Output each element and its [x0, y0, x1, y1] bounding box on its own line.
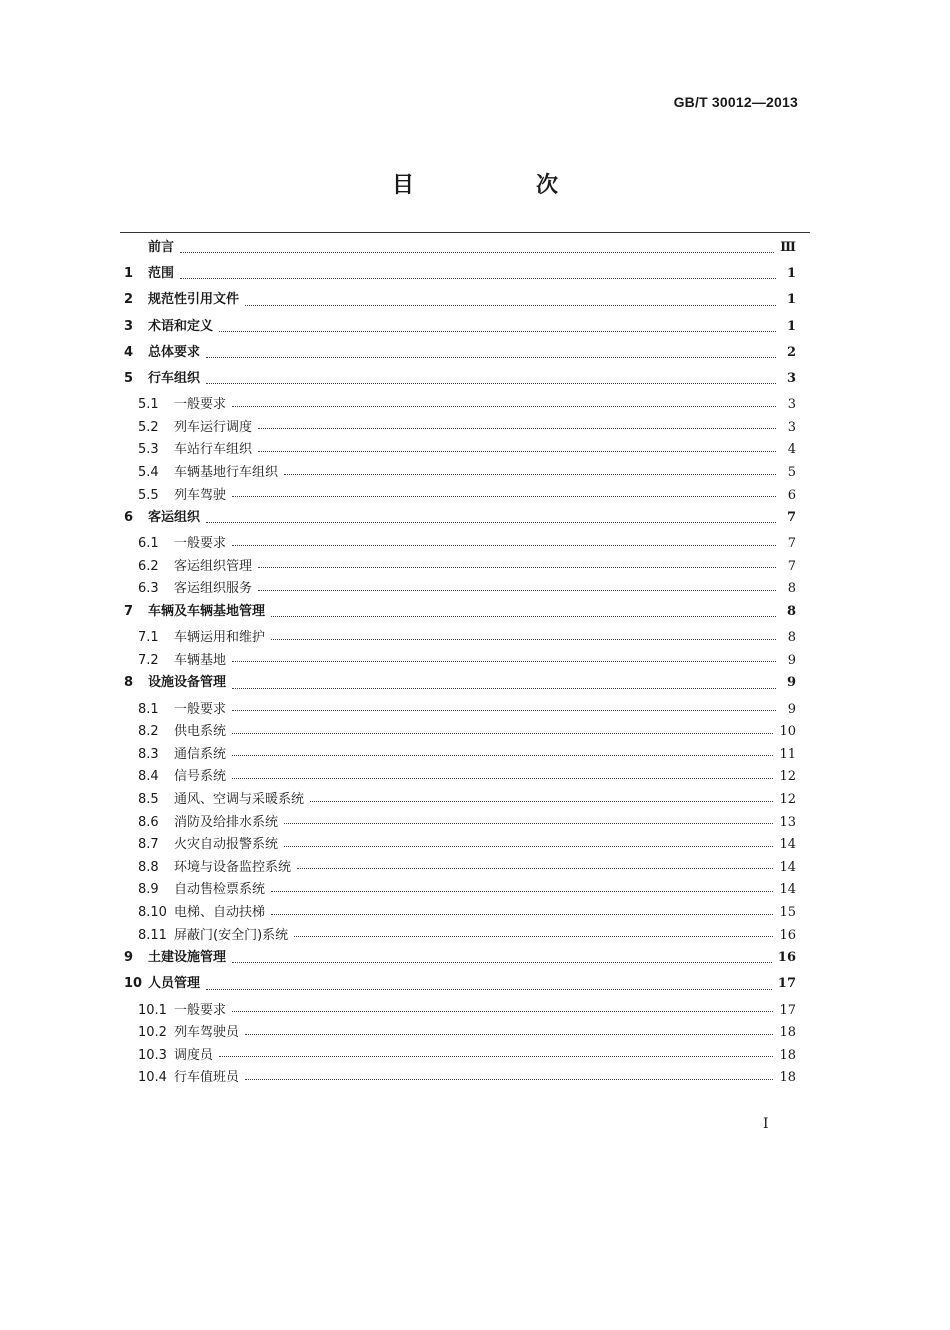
- toc-entry-page: 7: [787, 536, 796, 552]
- toc-dot-leader: [232, 777, 773, 779]
- toc-entry-number: 6.1: [138, 536, 159, 552]
- toc-entry-title: 一般要求: [174, 536, 227, 552]
- toc-entry-number: 6: [124, 510, 134, 526]
- toc-entry-title: 土建设施管理: [148, 950, 227, 966]
- toc-dot-leader: [258, 566, 776, 568]
- toc-entry[interactable]: [124, 972, 796, 998]
- toc-entry-number: 8.11: [138, 927, 167, 943]
- toc-dot-leader: [271, 890, 773, 892]
- toc-entry-number: 8.3: [138, 746, 159, 762]
- toc-dot-leader: [245, 304, 776, 306]
- toc-entry[interactable]: [124, 901, 796, 924]
- toc-entry-title: 总体要求: [148, 344, 201, 360]
- toc-dot-leader: [232, 687, 776, 689]
- toc-entry-title: 术语和定义: [148, 318, 214, 334]
- toc-entry[interactable]: [124, 649, 796, 672]
- toc-dot-leader: [271, 615, 776, 617]
- toc-entry-page: 17: [779, 1002, 796, 1018]
- toc-entry-number: 8.4: [138, 769, 159, 785]
- toc-entry-title: 前言: [148, 240, 175, 255]
- toc-dot-leader: [271, 638, 776, 640]
- toc-entry-page: 14: [779, 837, 796, 853]
- toc-entry-title: 客运组织: [148, 510, 201, 526]
- toc-entry[interactable]: [124, 1044, 796, 1067]
- toc-entry[interactable]: [124, 698, 796, 721]
- toc-dot-leader: [258, 589, 776, 591]
- toc-entry-number: 10.4: [138, 1070, 167, 1086]
- toc-dot-leader: [206, 382, 776, 384]
- toc-entry-number: 4: [124, 344, 134, 360]
- toc-entry-page: 14: [779, 859, 796, 875]
- toc-entry-page: 1: [786, 318, 796, 334]
- toc-entry-number: 10.2: [138, 1025, 167, 1041]
- toc-entry-title: 一般要求: [174, 1002, 227, 1018]
- toc-dot-leader: [232, 754, 773, 756]
- toc-entry[interactable]: [124, 484, 796, 507]
- toc-entry-title: 屏蔽门(安全门)系统: [174, 927, 289, 943]
- toc-dot-leader: [232, 495, 776, 497]
- toc-entry-number: 5.3: [138, 442, 159, 458]
- toc-entry[interactable]: [124, 720, 796, 743]
- toc-entry-page: 17: [777, 976, 796, 992]
- toc-entry-page: 8: [787, 581, 796, 597]
- toc-entry-number: 5.4: [138, 464, 159, 480]
- toc-entry-number: 9: [124, 950, 134, 966]
- toc-entry-title: 规范性引用文件: [148, 292, 240, 308]
- toc-entry[interactable]: [124, 765, 796, 788]
- toc-entry-title: 通信系统: [174, 746, 227, 762]
- toc-entry[interactable]: [124, 393, 796, 416]
- toc-entry-title: 一般要求: [174, 397, 227, 413]
- toc-entry-number: 8.1: [138, 701, 159, 717]
- toc-entry[interactable]: [124, 461, 796, 484]
- standard-code: GB/T 30012—2013: [673, 94, 798, 110]
- toc-entry[interactable]: [124, 1021, 796, 1044]
- toc-entry-title: 列车驾驶: [174, 487, 227, 503]
- toc-entry-page: 16: [779, 927, 796, 943]
- toc-entry-title: 信号系统: [174, 769, 227, 785]
- toc-entry[interactable]: [124, 878, 796, 901]
- toc-entry-title: 通风、空调与采暖系统: [174, 792, 305, 807]
- toc-dot-leader: [232, 961, 772, 963]
- toc-dot-leader: [219, 1055, 773, 1057]
- toc-entry[interactable]: [124, 438, 796, 461]
- toc-entry-page: 9: [786, 675, 796, 691]
- toc-entry-title: 自动售检票系统: [174, 882, 266, 898]
- toc-entry-page: 5: [787, 464, 796, 480]
- toc-entry-page: 8: [787, 630, 796, 646]
- toc-entry-title: 列车运行调度: [174, 419, 253, 435]
- toc-entry-number: 7.2: [138, 652, 159, 668]
- toc-entry-number: 8: [124, 675, 134, 691]
- toc-entry[interactable]: [124, 506, 796, 532]
- toc-entry-page: 18: [779, 1047, 796, 1063]
- toc-entry-title: 车辆基地: [174, 652, 227, 668]
- toc-entry-number: 5: [124, 370, 134, 386]
- toc-entry-number: 5.2: [138, 419, 159, 435]
- toc-dot-leader: [232, 544, 776, 546]
- toc-entry-title: 调度员: [174, 1047, 214, 1063]
- toc-entry-page: 13: [779, 814, 796, 830]
- toc-dot-leader: [297, 867, 773, 869]
- toc-entry[interactable]: [124, 626, 796, 649]
- toc-entry-title: 供电系统: [174, 724, 227, 740]
- toc-entry-number: 8.10: [138, 904, 167, 920]
- toc-entry[interactable]: [124, 532, 796, 555]
- toc-entry-number: 8.5: [138, 792, 159, 807]
- toc-entry[interactable]: [124, 236, 796, 262]
- toc-dot-leader: [180, 251, 774, 253]
- toc-entry-title: 客运组织服务: [174, 581, 253, 597]
- toc-dot-leader: [310, 800, 773, 802]
- toc-entry-page: 1: [786, 266, 796, 282]
- toc-entry[interactable]: [124, 924, 796, 947]
- toc-entry-title: 车辆基地行车组织: [174, 464, 279, 480]
- toc-entry[interactable]: [124, 788, 796, 811]
- toc-entry-page: 7: [787, 558, 796, 574]
- toc-dot-leader: [258, 450, 776, 452]
- toc-entry-number: 8.7: [138, 837, 159, 853]
- toc-entry-title: 电梯、自动扶梯: [174, 904, 266, 920]
- toc-entry[interactable]: [124, 555, 796, 578]
- toc-entry-page: 16: [777, 950, 796, 966]
- toc-dot-leader: [206, 521, 776, 523]
- toc-dot-leader: [206, 988, 772, 990]
- toc-entry[interactable]: [124, 367, 796, 393]
- toc-entry-title: 行车值班员: [174, 1070, 240, 1086]
- toc-dot-leader: [232, 1010, 773, 1012]
- toc-entry-page: 3: [787, 397, 796, 413]
- toc-dot-leader: [258, 427, 776, 429]
- toc-entry-number: 5.5: [138, 487, 159, 503]
- page-title: 目 次: [391, 173, 608, 198]
- toc-entry-title: 环境与设备监控系统: [174, 859, 292, 875]
- toc-entry-page: 2: [786, 344, 796, 360]
- toc-entry[interactable]: [124, 577, 796, 600]
- toc-entry-page: 12: [779, 792, 796, 807]
- toc-entry[interactable]: [124, 288, 796, 314]
- toc-entry[interactable]: [124, 262, 796, 288]
- toc-entry-page: 18: [779, 1025, 796, 1041]
- toc-entry-title: 一般要求: [174, 701, 227, 717]
- toc-entry[interactable]: [124, 999, 796, 1022]
- toc-entry[interactable]: [124, 1066, 796, 1089]
- toc-entry-page: Ⅲ: [780, 240, 796, 255]
- toc-entry[interactable]: [124, 743, 796, 766]
- toc-dot-leader: [271, 913, 773, 915]
- toc-entry-page: 8: [786, 604, 796, 620]
- toc-entry-number: 8.6: [138, 814, 159, 830]
- toc-dot-leader: [245, 1078, 773, 1080]
- toc-entry-page: 14: [779, 882, 796, 898]
- toc-entry-number: 7: [124, 604, 134, 620]
- toc-entry[interactable]: [124, 833, 796, 856]
- toc-entry-number: 2: [124, 292, 134, 308]
- toc-entry-title: 火灾自动报警系统: [174, 837, 279, 853]
- toc-entry-page: 18: [779, 1070, 796, 1086]
- toc-dot-leader: [232, 732, 773, 734]
- toc-entry-number: 6.3: [138, 581, 159, 597]
- toc-entry[interactable]: [124, 811, 796, 834]
- toc-top-rule: [120, 232, 810, 233]
- toc-entry-number: 8.8: [138, 859, 159, 875]
- toc-entry[interactable]: [124, 416, 796, 439]
- toc-dot-leader: [294, 935, 773, 937]
- toc-dot-leader: [232, 405, 776, 407]
- toc-entry-number: 10: [124, 976, 143, 992]
- toc-entry-page: 12: [779, 769, 796, 785]
- toc-entry-number: 3: [124, 318, 134, 334]
- toc-entry-number: 10.1: [138, 1002, 167, 1018]
- toc-dot-leader: [232, 709, 776, 711]
- toc-entry-title: 人员管理: [148, 976, 201, 992]
- toc-entry-page: 7: [786, 510, 796, 526]
- toc-entry-title: 设施设备管理: [148, 675, 227, 691]
- toc-entry-page: 15: [779, 904, 796, 920]
- toc-entry-page: 10: [779, 724, 796, 740]
- toc-entry-number: 7.1: [138, 630, 159, 646]
- toc-entry-page: 9: [787, 701, 796, 717]
- toc-entry-page: 1: [786, 292, 796, 308]
- toc-dot-leader: [232, 660, 776, 662]
- toc-entry[interactable]: [124, 315, 796, 341]
- toc-entry-page: 9: [787, 652, 796, 668]
- toc-entry-title: 车站行车组织: [174, 442, 253, 458]
- toc-entry[interactable]: [124, 341, 796, 367]
- toc-entry-number: 6.2: [138, 558, 159, 574]
- toc-entry[interactable]: [124, 946, 796, 972]
- toc-entry-title: 消防及给排水系统: [174, 814, 279, 830]
- toc-entry-number: 10.3: [138, 1047, 167, 1063]
- toc-entry-page: 4: [787, 442, 796, 458]
- page-number: I: [763, 1116, 769, 1132]
- toc-entry-title: 范围: [148, 266, 175, 282]
- toc-entry-title: 列车驾驶员: [174, 1025, 240, 1041]
- toc-dot-leader: [206, 356, 776, 358]
- toc-entry-number: 8.2: [138, 724, 159, 740]
- toc-entry-title: 车辆运用和维护: [174, 630, 266, 646]
- toc-dot-leader: [219, 330, 776, 332]
- table-of-contents: [124, 236, 796, 1089]
- toc-entry-title: 行车组织: [148, 370, 201, 386]
- toc-entry-page: 6: [787, 487, 796, 503]
- toc-dot-leader: [245, 1033, 773, 1035]
- toc-dot-leader: [284, 845, 773, 847]
- toc-dot-leader: [284, 473, 776, 475]
- toc-entry-number: 1: [124, 266, 134, 282]
- toc-entry-page: 11: [779, 746, 796, 762]
- toc-entry[interactable]: [124, 856, 796, 879]
- toc-entry-number: 8.9: [138, 882, 159, 898]
- toc-entry-title: 车辆及车辆基地管理: [148, 604, 266, 620]
- toc-entry-page: 3: [786, 370, 796, 386]
- toc-entry-page: 3: [787, 419, 796, 435]
- toc-entry-title: 客运组织管理: [174, 558, 253, 574]
- toc-entry[interactable]: [124, 600, 796, 626]
- toc-dot-leader: [180, 277, 776, 279]
- toc-dot-leader: [284, 822, 773, 824]
- toc-entry-number: 5.1: [138, 397, 159, 413]
- toc-entry[interactable]: [124, 671, 796, 697]
